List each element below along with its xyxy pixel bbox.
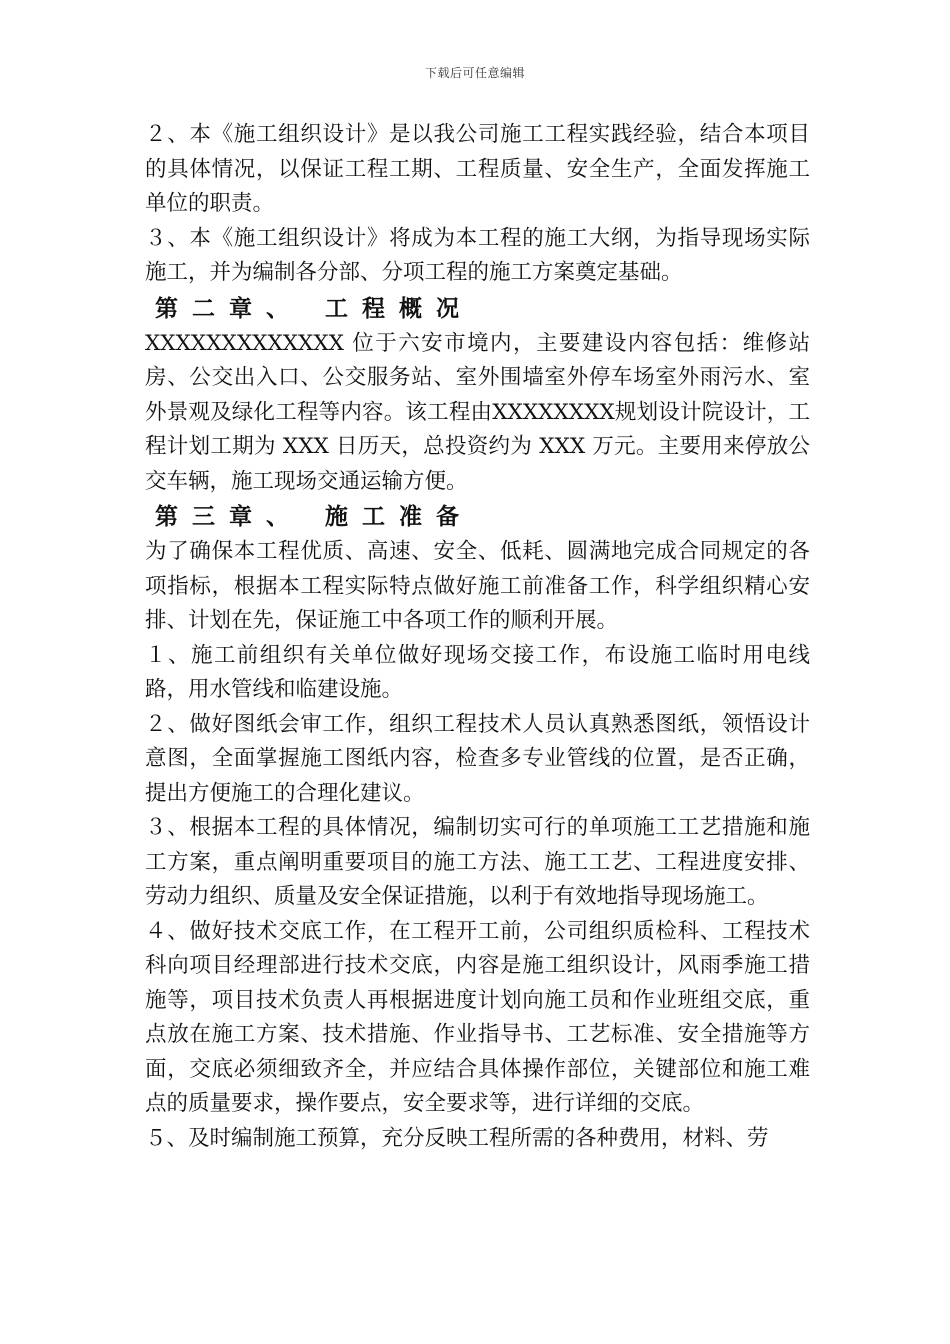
preparation-item-5: ５、及时编制施工预算，充分反映工程所需的各种费用，材料、劳 (145, 1125, 769, 1151)
chapter-2-heading: 第二章、 工程概况 (155, 294, 474, 322)
page-header-note: 下载后可任意编辑 (424, 66, 525, 80)
project-overview-paragraph: XXXXXXXXXXXXX 位于六安市境内，主要建设内容包括：维修站房、公交出入口、公交服务站、室外围墙室外停车场室外雨污水、室外景观及绿化工程等内容。该工程由XXXXXXXX规划设计院设计，工程计划工期为 XXX 日历天，总投资约为 XXX 万元。主要用来停放公交车辆，施工现场交通运输方便。 (145, 330, 810, 494)
preparation-item-3: ３、根据本工程的具体情况，编制切实可行的单项施工工艺措施和施工方案，重点阐明重要项目的施工方法、施工工艺、工程进度安排、劳动力组织、质量及安全保证措施，以利于有效地指导现场施工。 (145, 815, 810, 909)
preparation-item-4: ４、做好技术交底工作，在工程开工前，公司组织质检科、工程技术科向项目经理部进行技术交底，内容是施工组织设计，风雨季施工措施等，项目技术负责人再根据进度计划向施工员和作业班组交底，重点放在施工方案、技术措施、作业指导书、工艺标准、安全措施等方面，交底必须细致齐全，并应结合具体操作部位，关键部位和施工难点的质量要求，操作要点，安全要求等，进行详细的交底。 (145, 918, 810, 1116)
preparation-intro-paragraph: 为了确保本工程优质、高速、安全、低耗、圆满地完成合同规定的各项指标，根据本工程实际特点做好施工前准备工作，科学组织精心安排、计划在先，保证施工中各项工作的顺利开展。 (145, 539, 810, 633)
document-body (145, 118, 810, 1156)
preparation-item-1: １、施工前组织有关单位做好现场交接工作，布设施工临时用电线路，用水管线和临建设施。 (145, 642, 810, 702)
paragraph-item-2: ２、本《施工组织设计》是以我公司施工工程实践经验，结合本项目的具体情况，以保证工程工期、工程质量、安全生产，全面发挥施工单位的职责。 (145, 122, 810, 216)
chapter-3-heading: 第三章、 施工准备 (155, 503, 474, 530)
preparation-item-2: ２、做好图纸会审工作，组织工程技术人员认真熟悉图纸，领悟设计意图，全面掌握施工图纸内容，检查多专业管线的位置，是否正确，提出方便施工的合理化建议。 (145, 711, 810, 806)
paragraph-item-3: ３、本《施工组织设计》将成为本工程的施工大纲，为指导现场实际施工，并为编制各分部、分项工程的施工方案奠定基础。 (145, 225, 810, 285)
